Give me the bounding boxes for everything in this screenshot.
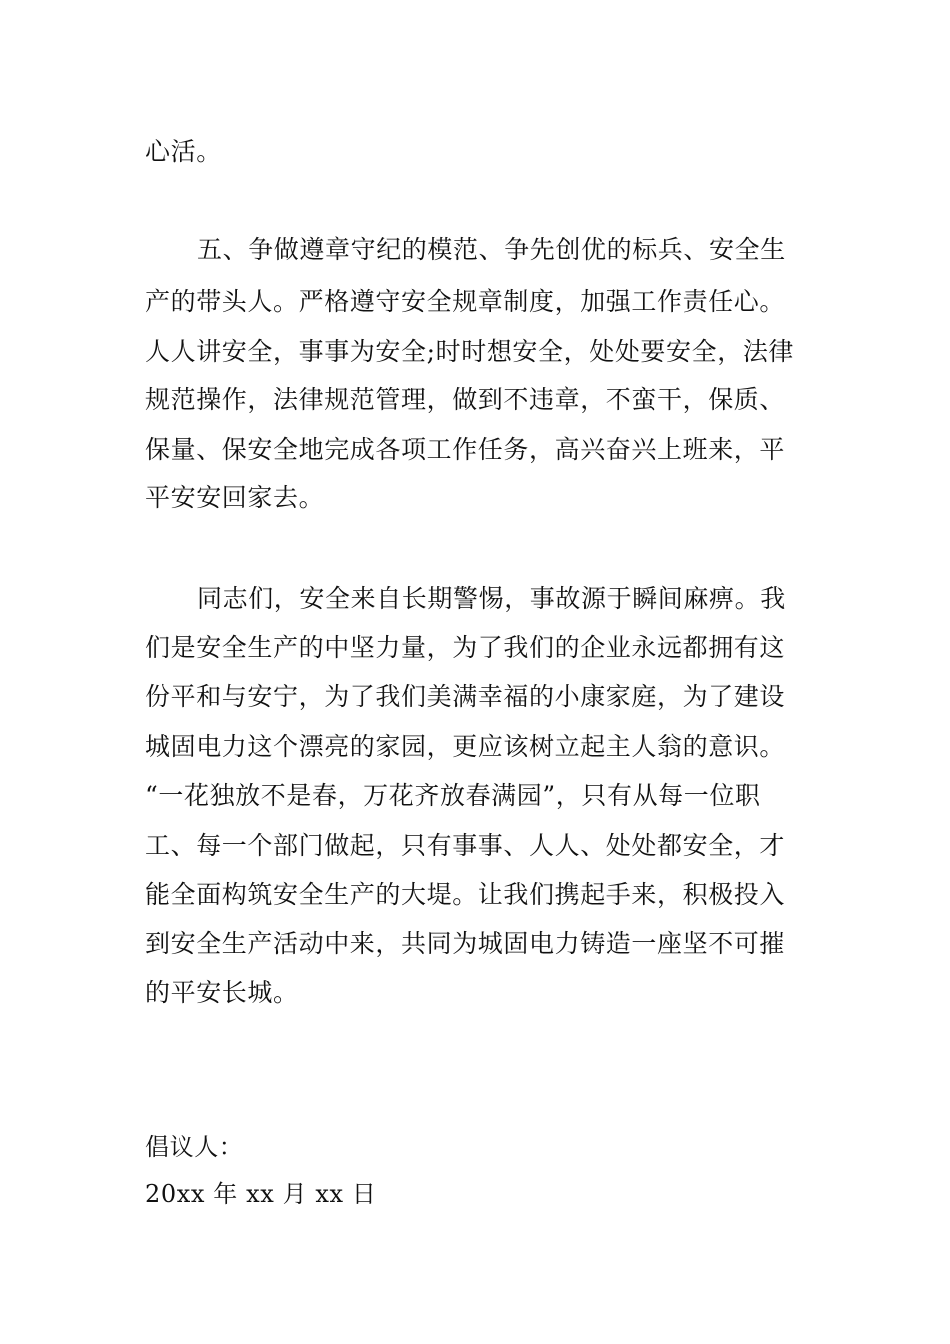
paragraph-6-line-1: 同志们，安全来自长期警惕，事故源于瞬间麻痹。我 <box>197 584 786 613</box>
paragraph-5-line-3: 人人讲安全，事事为安全;时时想安全，处处要安全，法律 <box>145 337 795 366</box>
signature-date: 20xx 年 xx 月 xx 日 <box>145 1180 377 1208</box>
paragraph-5-line-6: 平安安回家去。 <box>145 483 325 512</box>
paragraph-6-line-9: 的平安长城。 <box>145 978 299 1007</box>
paragraph-6-line-5: “一花独放不是春，万花齐放春满园”，只有从每一位职 <box>145 781 761 810</box>
paragraph-5-line-5: 保量、保安全地完成各项工作任务，高兴奋兴上班来，平 <box>145 435 786 464</box>
proposer-label: 倡议人： <box>145 1133 244 1161</box>
paragraph-5-line-2: 产的带头人。严格遵守安全规章制度，加强工作责任心。 <box>145 287 786 316</box>
paragraph-fragment: 心活。 <box>145 137 222 166</box>
paragraph-6-line-7: 能全面构筑安全生产的大堤。让我们携起手来，积极投入 <box>145 880 786 909</box>
paragraph-6-line-3: 份平和与安宁，为了我们美满幸福的小康家庭，为了建设 <box>145 682 786 711</box>
paragraph-5-line-4: 规范操作，法律规范管理，做到不违章，不蛮干，保质、 <box>145 385 786 414</box>
paragraph-6-line-2: 们是安全生产的中坚力量，为了我们的企业永远都拥有这 <box>145 633 786 662</box>
paragraph-6-line-8: 到安全生产活动中来，共同为城固电力铸造一座坚不可摧 <box>145 929 786 958</box>
paragraph-6-line-6: 工、每一个部门做起，只有事事、人人、处处都安全，才 <box>145 831 786 860</box>
paragraph-5-line-1: 五、争做遵章守纪的模范、争先创优的标兵、安全生 <box>197 235 786 264</box>
paragraph-6-line-4: 城固电力这个漂亮的家园，更应该树立起主人翁的意识。 <box>145 732 786 761</box>
